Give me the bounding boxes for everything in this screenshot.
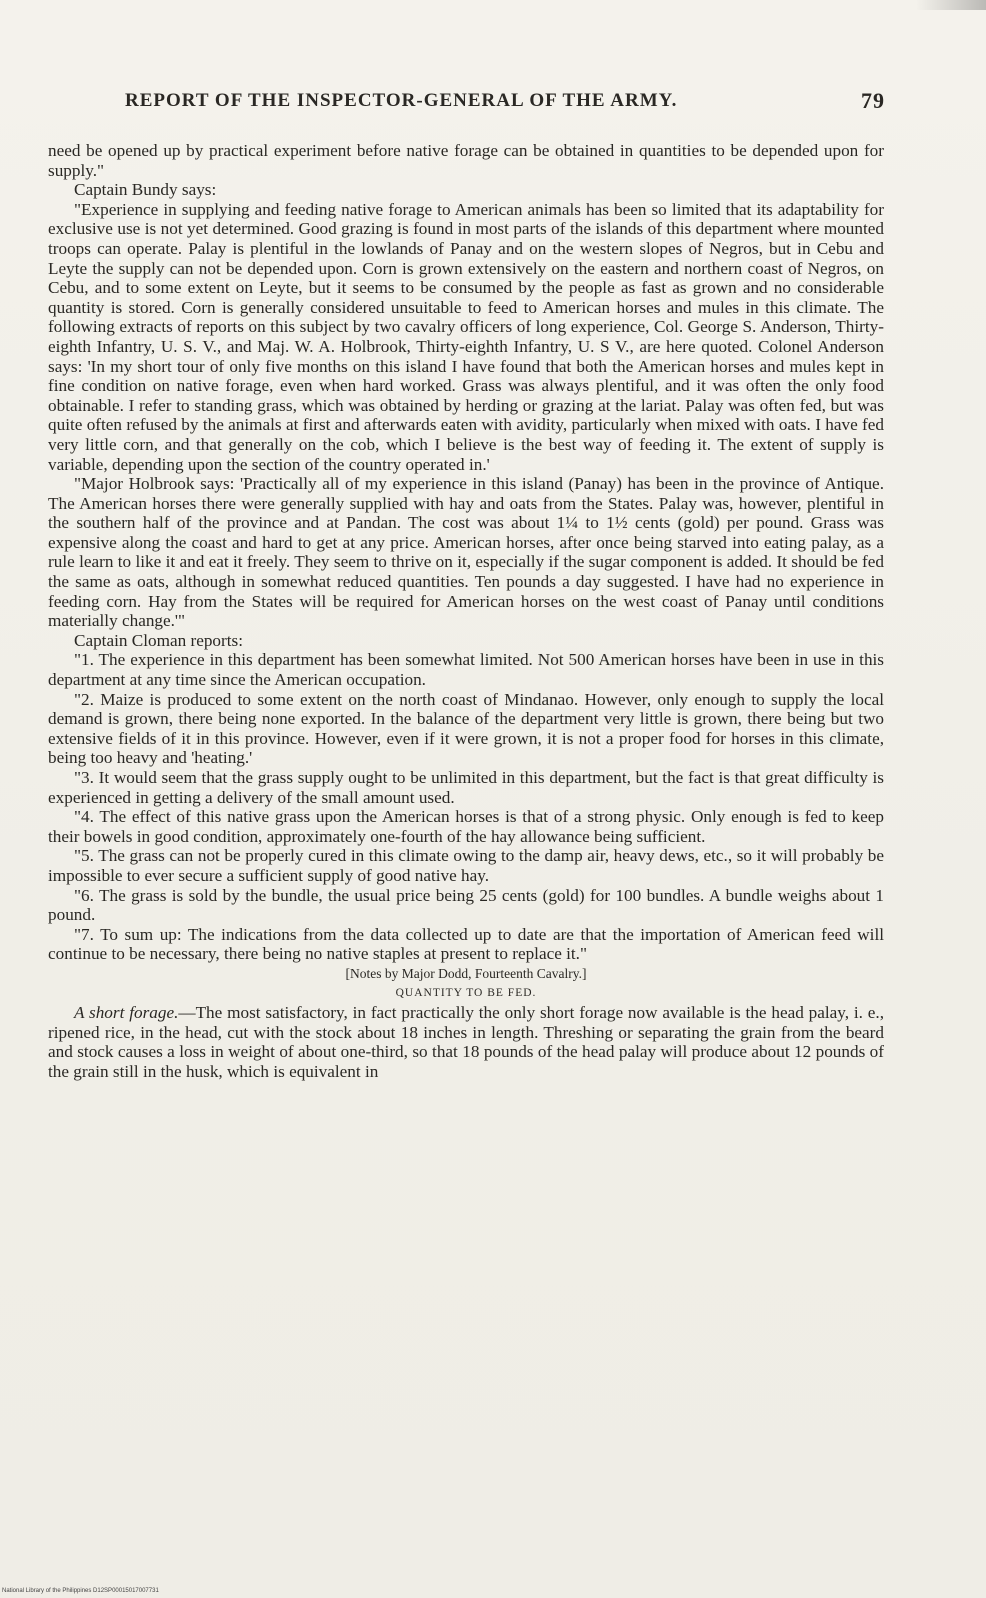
lead-in: A short forage.: [74, 1003, 179, 1023]
body-text: [48, 141, 884, 1082]
editorial-note: [Notes by Major Dodd, Fourteenth Cavalry.]: [345, 965, 587, 981]
header-title: REPORT OF THE INSPECTOR-GENERAL OF THE ARMY.: [125, 90, 678, 111]
paragraph: Captain Cloman reports:: [74, 630, 243, 650]
paragraph: "Major Holbrook says: 'Practically all of my experience in this island (Panay) has been in the province of Antique. The American horses there were generally supplied with hay and oats from the States. Palay was, however, plentiful in the southern half of the province and at Pandan. The cost was about 1¼ to 1½ cents (gold) per pound. Grass was expensive along the coast and hard to get at any price. American horses, after once being starved into eating palay, as a rule learn to like it and eat it freely. They seem to thrive on it, especially if the sugar component is added. It should be fed the same as oats, although in somewhat reduced quantities. Ten pounds a day suggested. I have had no experience in feeding corn. Hay from the States will be required for American horses on the west coast of Panay until conditions materially change.'": [48, 474, 884, 631]
paragraph: "1. The experience in this department has been somewhat limited. Not 500 American horses have been in use in this department at any time since the American occupation.: [48, 650, 884, 690]
paragraph: "6. The grass is sold by the bundle, the usual price being 25 cents (gold) for 100 bundles. A bundle weighs about 1 pound.: [48, 885, 884, 925]
scan-edge-mark: [916, 0, 986, 10]
paragraph: "7. To sum up: The indications from the data collected up to date are that the importation of American feed will continue to be necessary, there being no native staples at present to replace it.": [48, 924, 884, 964]
final-paragraph: [48, 1003, 884, 1081]
paragraph: need be opened up by practical experiment before native forage can be obtained in quantities to be depended upon for supply.": [48, 141, 884, 180]
section-heading: QUANTITY TO BE FED.: [395, 986, 537, 999]
page-number: 79: [861, 88, 885, 113]
paragraph: Captain Bundy says:: [74, 180, 217, 200]
paragraph: "5. The grass can not be properly cured in this climate owing to the damp air, heavy dews, etc., so it will probably be impossible to ever secure a sufficient supply of good native hay.: [48, 846, 884, 885]
paragraph: "3. It would seem that the grass supply ought to be unlimited in this department, but the fact is that great difficulty is experienced in getting a delivery of the small amount used.: [48, 768, 884, 807]
final-paragraph-text: —The most satisfactory, in fact practically the only short forage now available is the head palay, i. e., ripened rice, in the head, cut with the stock about 18 inches in length. Threshing or separating the grain from the beard and stock causes a loss in weight of about one-third, so that 18 pounds of the head palay will produce about 12 pounds of the grain still in the husk, which is equivalent in: [48, 1003, 884, 1081]
paragraph: "4. The effect of this native grass upon the American horses is that of a strong physic. Only enough is fed to keep their bowels in good condition, approximately one-fourth of the hay allowance being sufficient.: [48, 807, 884, 846]
paragraph: "2. Maize is produced to some extent on the north coast of Mindanao. However, only enough to supply the local demand is grown, there being none exported. In the balance of the department very little is grown, there being but two extensive fields of it in this province. However, even if it were grown, it is not a proper food for horses in this climate, being too heavy and 'heating.': [48, 689, 884, 768]
paragraph: "Experience in supplying and feeding native forage to American animals has been so limited that its adaptability for exclusive use is not yet determined. Good grazing is found in most parts of the islands of this department where mounted troops can operate. Palay is plentiful in the lowlands of Panay and on the western slopes of Negros, but in Cebu and Leyte the supply can not be depended upon. Corn is grown extensively on the eastern and northern coast of Negros, on Cebu, and to some extent on Leyte, but it seems to be consumed by the people as fast as grown and no considerable quantity is stored. Corn is generally considered unsuitable to feed to American horses and mules in this climate. The following extracts of reports on this subject by two cavalry officers of long experience, Col. George S. Anderson, Thirty-eighth Infantry, U. S. V., and Maj. W. A. Holbrook, Thirty-eighth Infantry, U. S V., are here quoted. Colonel Anderson says: 'In my short tour of only five months on this island I have found that both the American horses and mules kept in fine condition on native forage, even when hard worked. Grass was always plentiful, and it was often the only food obtainable. I refer to standing grass, which was obtained by herding or grazing at the lariat. Palay was often fed, but was quite often refused by the animals at first and afterwards eaten with avidity, particularly when mixed with oats. I have fed very little corn, and that generally on the cob, which I believe is the best way of feeding it. The extent of supply is variable, depending upon the section of the country operated in.': [48, 199, 884, 474]
scan-footer: National Library of the Philippines D12SP00015017007731: [2, 1588, 159, 1594]
